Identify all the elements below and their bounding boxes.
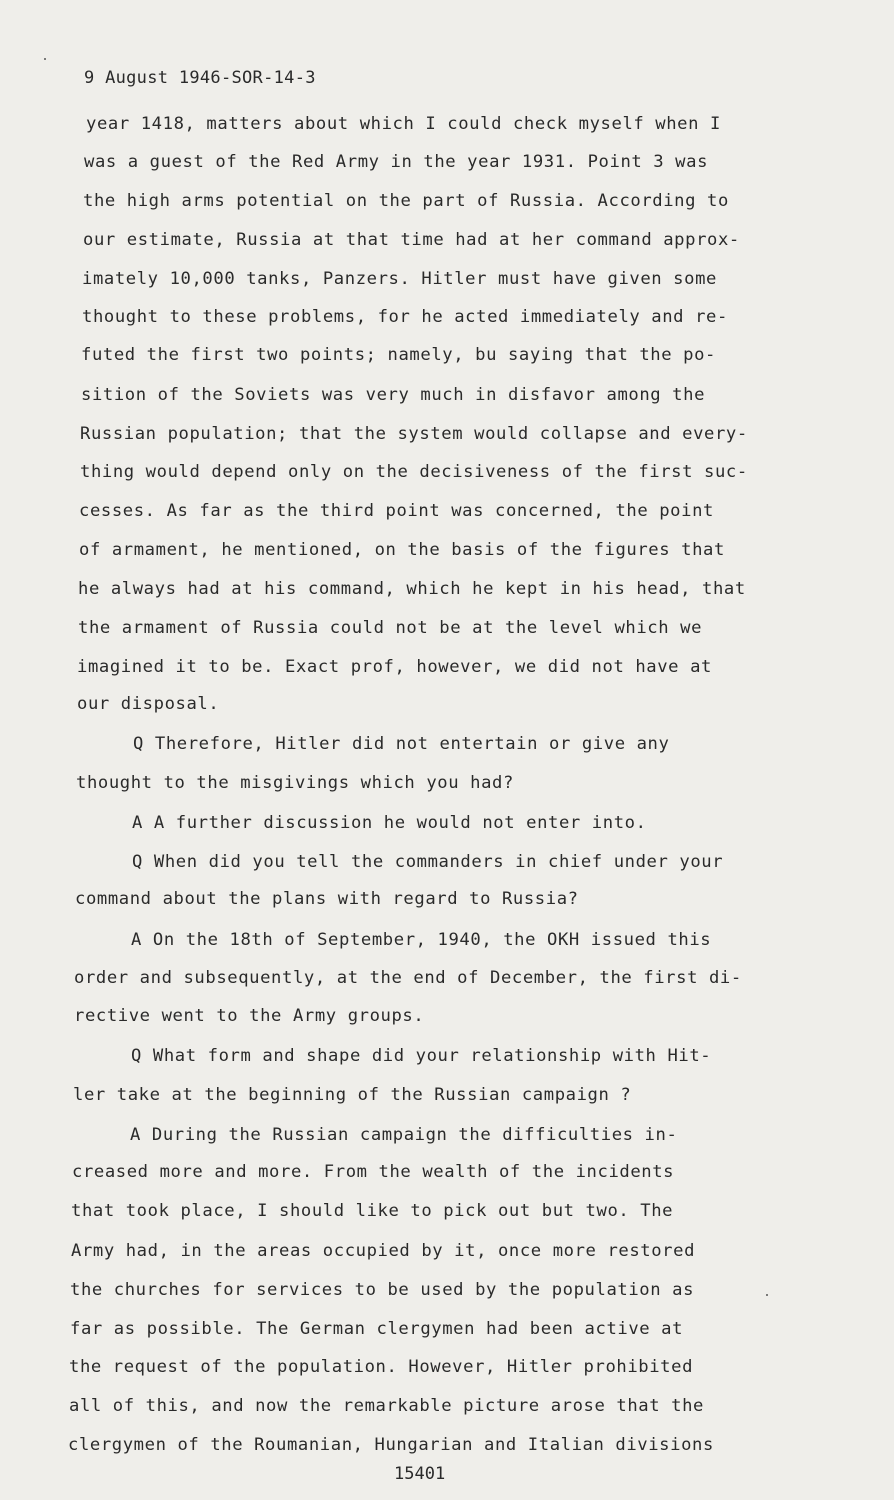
text-line: imagined it to be. Exact prof, however, we did not have at [77, 657, 712, 677]
text-line: year 1418, matters about which I could check myself when I [86, 114, 721, 134]
text-line: the churches for services to be used by the population as [70, 1280, 695, 1300]
text-line: all of this, and now the remarkable picture arose that the [69, 1396, 704, 1416]
page-header: 9 August 1946-SOR-14-3 [84, 68, 316, 88]
text-line: the high arms potential on the part of Russia. According to [83, 191, 729, 211]
text-line: thought to these problems, for he acted immediately and re- [82, 307, 728, 327]
paper-speck [766, 1294, 768, 1296]
text-line: our estimate, Russia at that time had at her command approx- [83, 230, 740, 250]
text-line: the request of the population. However, Hitler prohibited [69, 1357, 694, 1377]
text-line: of armament, he mentioned, on the basis of the figures that [79, 540, 725, 560]
text-line: sition of the Soviets was very much in disfavor among the [81, 385, 706, 405]
paper-speck [44, 58, 46, 60]
text-line: cesses. As far as the third point was concerned, the point [79, 501, 714, 521]
text-line: Russian population; that the system would collapse and every- [80, 424, 748, 444]
text-line: thing would depend only on the decisiveness of the first suc- [80, 462, 748, 482]
text-line: the armament of Russia could not be at the level which we [78, 618, 703, 638]
text-line: he always had at his command, which he kept in his head, that [78, 579, 746, 599]
text-line: order and subsequently, at the end of December, the first di- [74, 968, 742, 988]
text-line: futed the first two points; namely, bu saying that the po- [81, 345, 716, 365]
text-line: was a guest of the Red Army in the year 1931. Point 3 was [84, 152, 709, 172]
text-line: rective went to the Army groups. [74, 1006, 425, 1026]
text-line: Q When did you tell the commanders in chief under your [132, 852, 724, 872]
text-line: Q What form and shape did your relationship with Hit- [131, 1046, 712, 1066]
text-line: creased more and more. From the wealth of the incidents [72, 1162, 675, 1182]
text-line: far as possible. The German clergymen had been active at [70, 1319, 684, 1339]
text-line: Army had, in the areas occupied by it, once more restored [71, 1241, 696, 1261]
page-number: 15401 [394, 1464, 446, 1484]
text-line: A A further discussion he would not enter into. [132, 813, 647, 833]
text-line: A During the Russian campaign the difficulties in- [130, 1125, 678, 1145]
text-line: ler take at the beginning of the Russian campaign ? [73, 1085, 632, 1105]
text-line: A On the 18th of September, 1940, the OKH issued this [131, 930, 712, 950]
text-line: clergymen of the Roumanian, Hungarian and Italian divisions [68, 1435, 714, 1455]
text-line: Q Therefore, Hitler did not entertain or give any [133, 734, 670, 754]
text-line: our disposal. [77, 694, 220, 714]
text-line: command about the plans with regard to Russia? [75, 889, 579, 909]
text-line: thought to the misgivings which you had? [76, 773, 514, 793]
text-line: imately 10,000 tanks, Panzers. Hitler must have given some [82, 269, 717, 289]
text-line: that took place, I should like to pick out but two. The [71, 1201, 674, 1221]
